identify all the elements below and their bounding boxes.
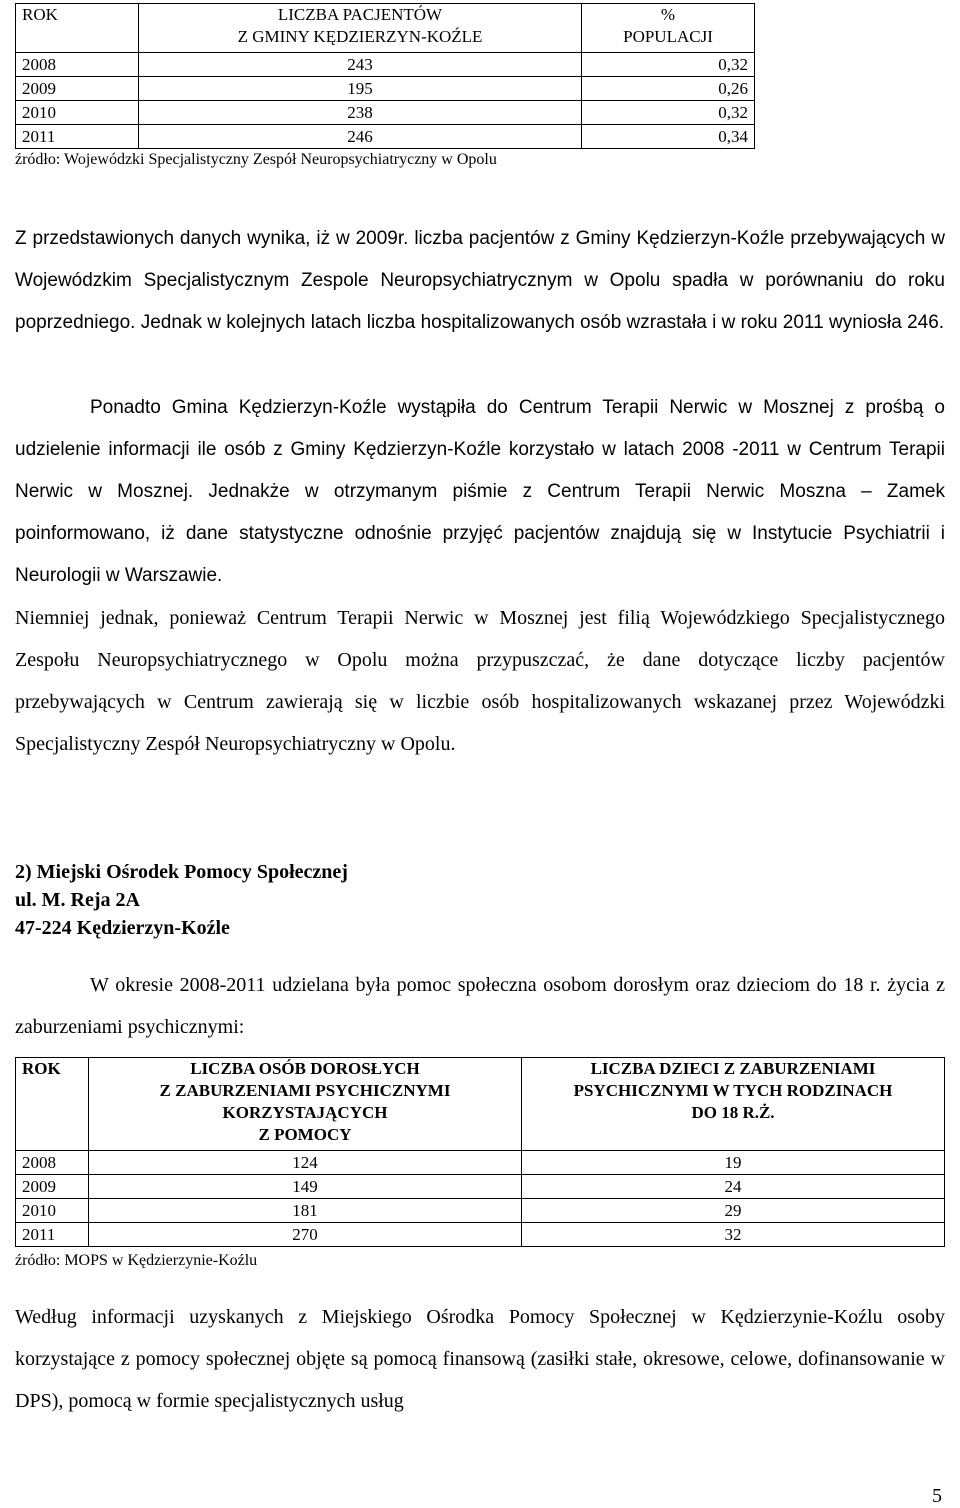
table-row: 2010 238 0,32 — [16, 101, 755, 125]
header-population-pct: % POPULACJI — [582, 4, 755, 53]
table-row: 2009 195 0,26 — [16, 77, 755, 101]
paragraph-4: W okresie 2008-2011 udzielana była pomoc społeczna osobom dorosłym oraz dzieciom do 18 r. życia z zaburzeniami psychicznymi: — [15, 974, 945, 1038]
page-number: 5 — [932, 1485, 942, 1507]
table-row: 2008 243 0,32 — [16, 53, 755, 77]
header-children: LICZBA DZIECI Z ZABURZENIAMI PSYCHICZNYMI W TYCH RODZINACH DO 18 R.Ż. — [522, 1058, 945, 1151]
table-header-row — [16, 4, 755, 53]
header-patients: LICZBA PACJENTÓW Z GMINY KĘDZIERZYN-KOŹLE — [139, 4, 582, 53]
paragraph-5: Według informacji uzyskanych z Miejskiego Ośrodka Pomocy Społecznej w Kędzierzynie-Koźlu osoby korzystające z pomocy społecznej objęte są pomocą finansową (zasiłki stałe, okresowe, celowe, dofinansowanie w DPS), pomocą w formie specjalistycznych usług — [15, 1306, 945, 1412]
paragraph-1: Z przedstawionych danych wynika, iż w 2009r. liczba pacjentów z Gminy Kędzierzyn-Koźle przebywających w Wojewódzkim Specjalistycznym Zespole Neuropsychiatrycznym w Opolu spadła w porównaniu do roku poprzedniego. Jednak w kolejnych latach liczba hospitalizowanych osób wzrastała i w roku 2011 wyniosła 246. — [15, 228, 945, 333]
table2-source: źródło: MOPS w Kędzierzynie-Koźlu — [15, 1252, 258, 1269]
paragraph-2: Ponadto Gmina Kędzierzyn-Koźle wystąpiła do Centrum Terapii Nerwic w Mosznej z prośbą o udzielenie informacji ile osób z Gminy Kędzierzyn-Koźle korzystało w latach 2008 -2011 w Centrum Terapii Nerwic w Mosznej. Jednakże w otrzymanym piśmie z Centrum Terapii Nerwic Moszna – Zamek poinformowano, iż dane statystyczne odnośnie przyjęć pacjentów znajdują się w Instytucie Psychiatrii i Neurologii w Warszawie. — [15, 397, 945, 586]
mops-table — [15, 1057, 945, 1247]
table-row: 2011 246 0,34 — [16, 125, 755, 149]
table1-source: źródło: Wojewódzki Specjalistyczny Zespół Neuropsychiatryczny w Opolu — [15, 151, 497, 168]
table-row: 2009 149 24 — [16, 1175, 945, 1199]
paragraph-3: Niemniej jednak, ponieważ Centrum Terapii Nerwic w Mosznej jest filią Wojewódzkiego Specjalistycznego Zespołu Neuropsychiatrycznego w Opolu można przypuszczać, że dane dotyczące liczby pacjentów przebywających w Centrum zawierają się w liczbie osób hospitalizowanych wskazanej przez Wojewódzki Specjalistyczny Zespół Neuropsychiatryczny w Opolu. — [15, 607, 945, 755]
table-row: 2010 181 29 — [16, 1199, 945, 1223]
patients-table — [15, 3, 755, 149]
table-row: 2008 124 19 — [16, 1151, 945, 1175]
header-rok: ROK — [16, 4, 139, 53]
section-heading: 2) Miejski Ośrodek Pomocy Społecznej ul. M. Reja 2A 47-224 Kędzierzyn-Koźle — [15, 861, 348, 939]
table-header-row — [16, 1058, 945, 1151]
header-rok: ROK — [16, 1058, 89, 1151]
header-adults: LICZBA OSÓB DOROSŁYCH Z ZABURZENIAMI PSYCHICZNYMI KORZYSTAJĄCYCH Z POMOCY — [89, 1058, 522, 1151]
table-row: 2011 270 32 — [16, 1223, 945, 1247]
